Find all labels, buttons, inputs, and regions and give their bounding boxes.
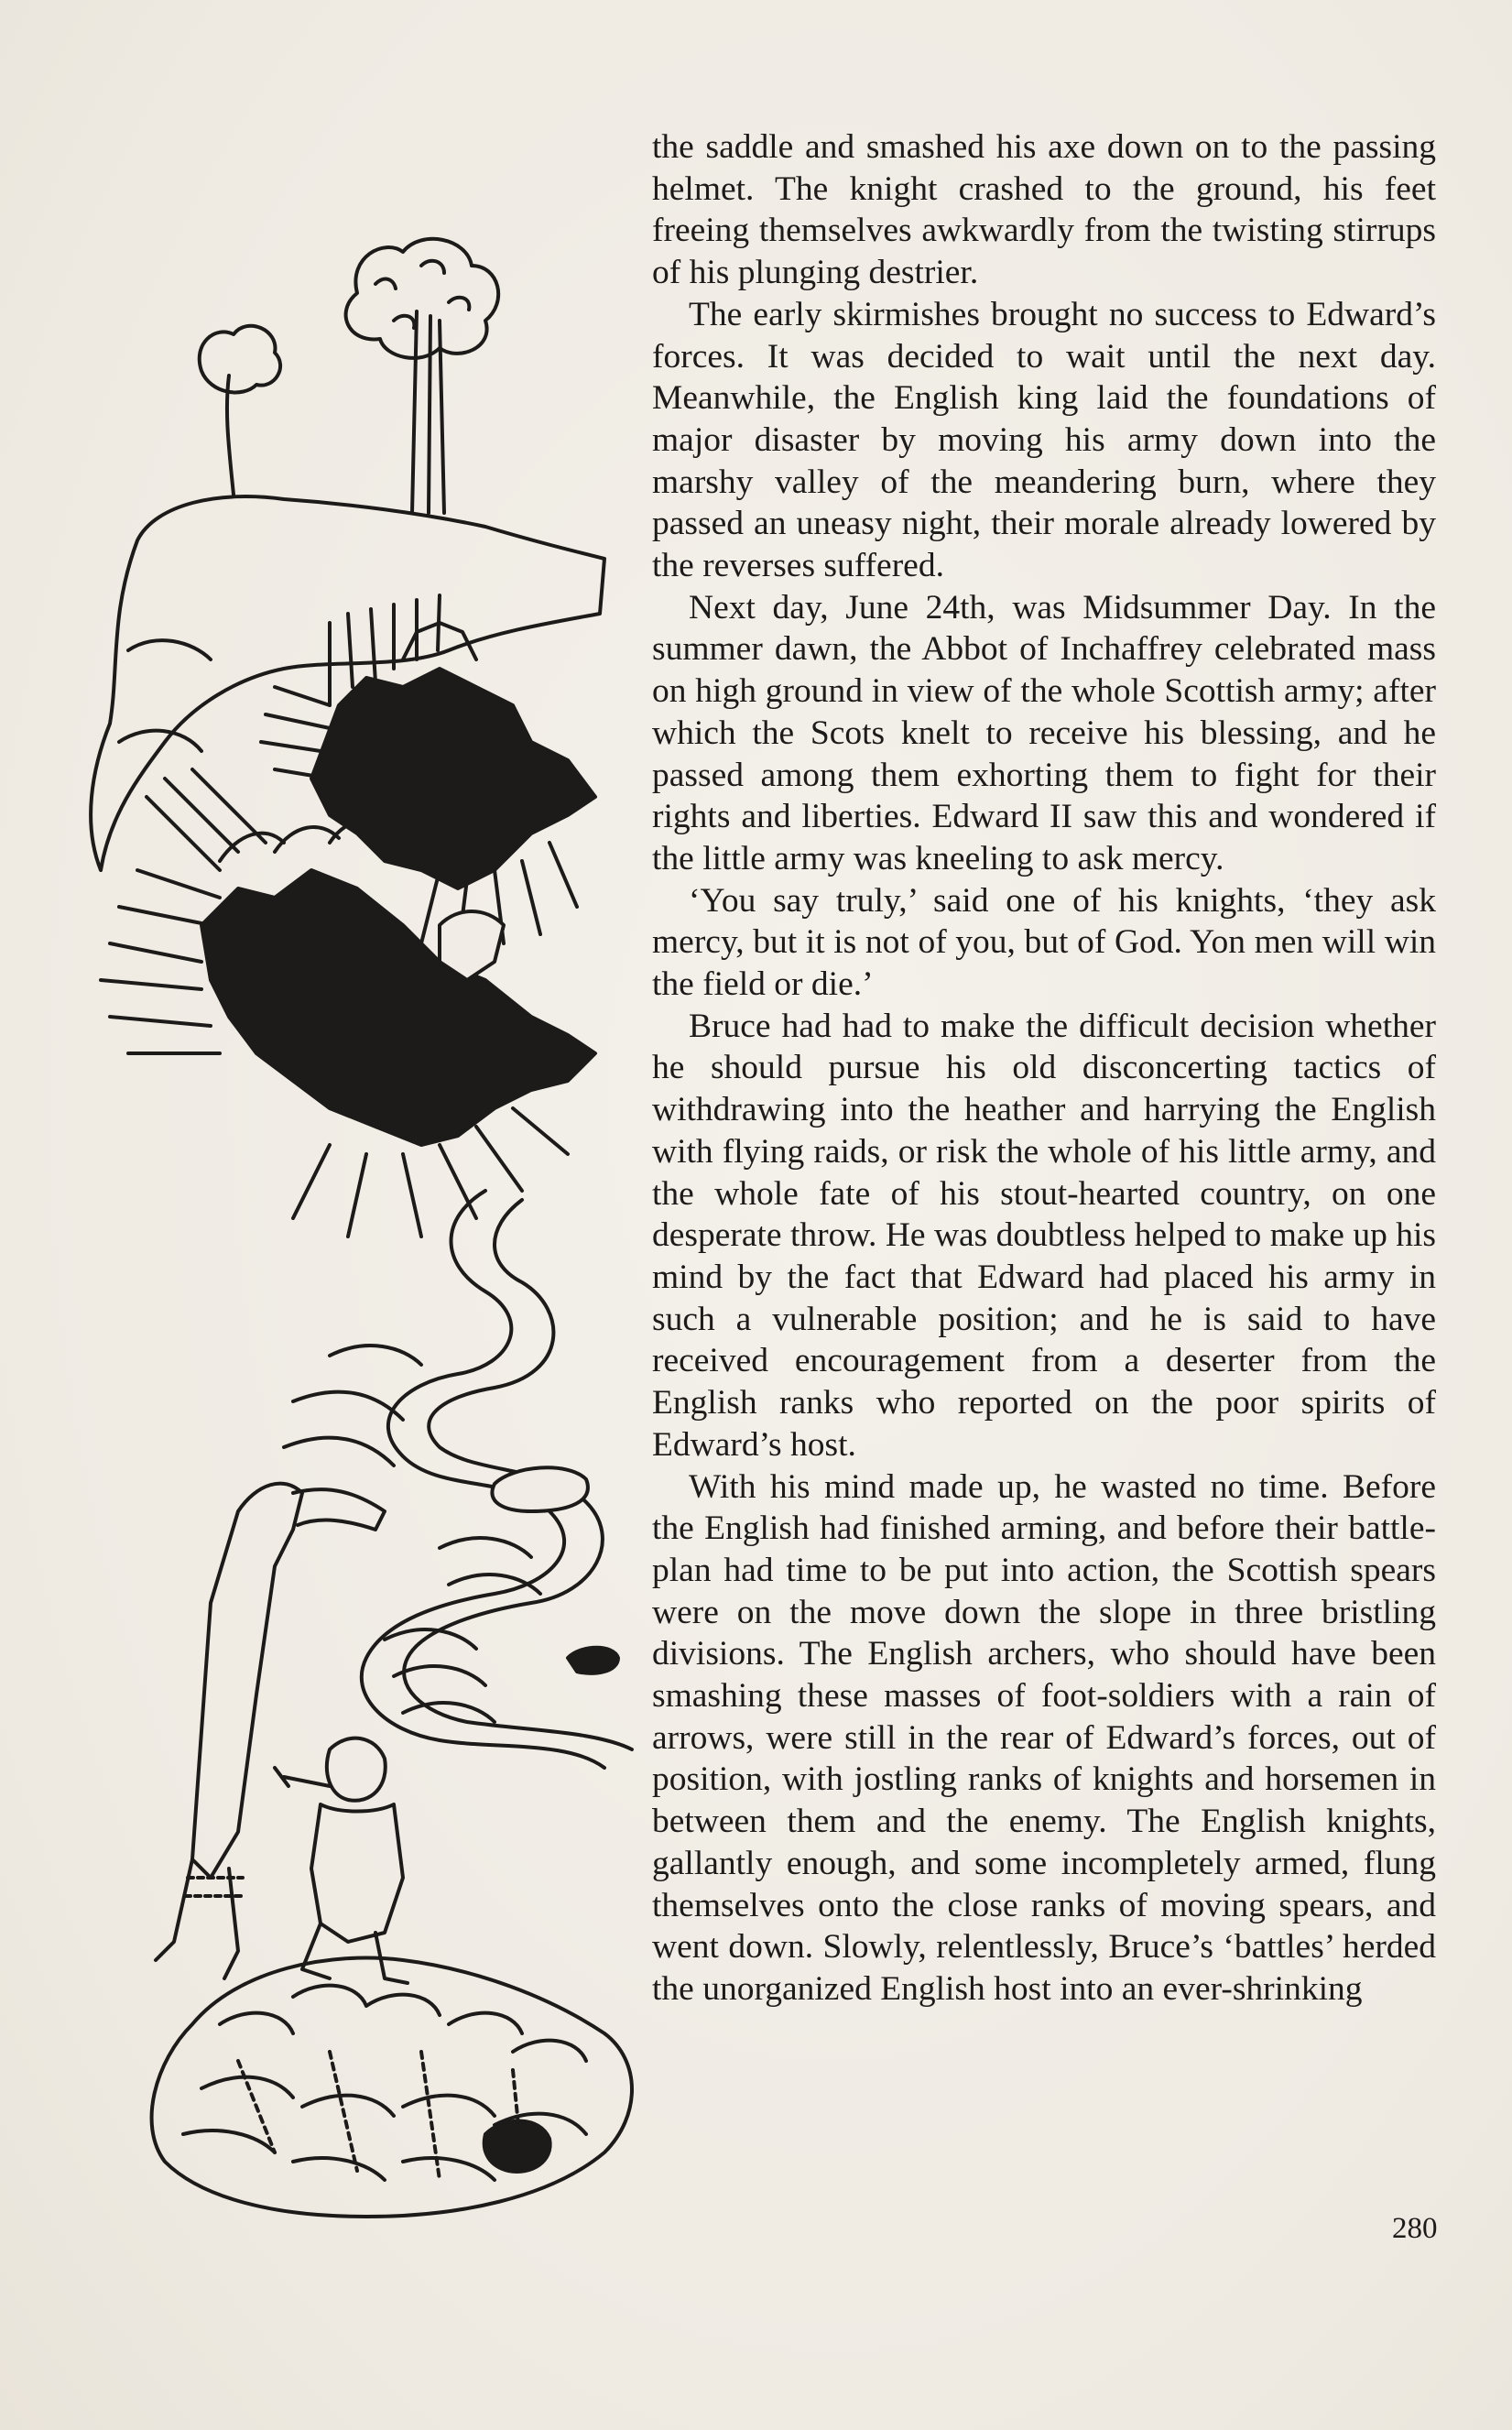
river: [284, 1191, 632, 1768]
tree-small: [200, 326, 280, 495]
paragraph: The early skirmishes brought no success to Edward’s forces. It was decided to wait until the next day. Meanwhile, the English king laid the foundations of major disaster by moving his army down into the marshy valley of the meandering burn, where they passed an uneasy night, their morale already lowered by the reverses suffered.: [652, 295, 1436, 585]
paragraph: Next day, June 24th, was Midsummer Day. In the summer dawn, the Abbot of Inchaffrey celebrated mass on high ground in view of the whole Scottish army; after which the Scots knelt to receive his blessing, and he passed among them exhorting them to fight for their rights and liberties. Edward II saw this and wondered if the little army was kneeling to ask mercy.: [652, 588, 1436, 877]
battle-woodcut-illustration: [55, 229, 659, 2262]
paragraph: ‘You say truly,’ said one of his knights, ‘they ask mercy, but it is not of you, but of God. Yon men will win the field or die.’: [652, 881, 1436, 1004]
paragraph: the saddle and smashed his axe down on to the passing helmet. The knight crashed to the ground, his feet freeing themselves awkwardly from the twisting stirrups of his plunging destrier.: [652, 128, 1436, 292]
paragraph: Bruce had had to make the difficult decision whether he should pursue his old disconcerting tactics of withdrawing into the heather and harrying the English with flying raids, or risk the whole of his little army, and the whole fate of his stout-hearted country, on one desperate throw. He was doubtless helped to make up his mind by the fact that Edward had placed his army in such a vulnerable position; and he is said to have received encouragement from a deserter from the English ranks who reported on the poor spirits of Edward’s host.: [652, 1007, 1436, 1464]
page-number: 280: [1392, 2212, 1438, 2245]
standing-figure: [156, 1484, 385, 1978]
tree-large: [346, 239, 499, 513]
paragraph: With his mind made up, he wasted no time. Before the English had finished arming, and before their battle-plan had time to be put into action, the Scottish spears were on the move down the slope in three bristling divisions. The English archers, who should have been smashing these masses of foot-soldiers with a rain of arrows, were still in the rear of Edward’s forces, out of position, with jostling ranks of knights and horsemen in between them and the enemy. The English knights, gallantly enough, and some incompletely armed, flung themselves onto the close ranks of moving spears, and went down. Slowly, relentlessly, Bruce’s ‘battles’ herded the unorganized English host into an ever-shrinking: [652, 1467, 1436, 2008]
body-text-column: [652, 126, 1436, 2010]
seated-figure: [275, 1738, 408, 1983]
fallen-soldiers: [152, 1958, 632, 2217]
